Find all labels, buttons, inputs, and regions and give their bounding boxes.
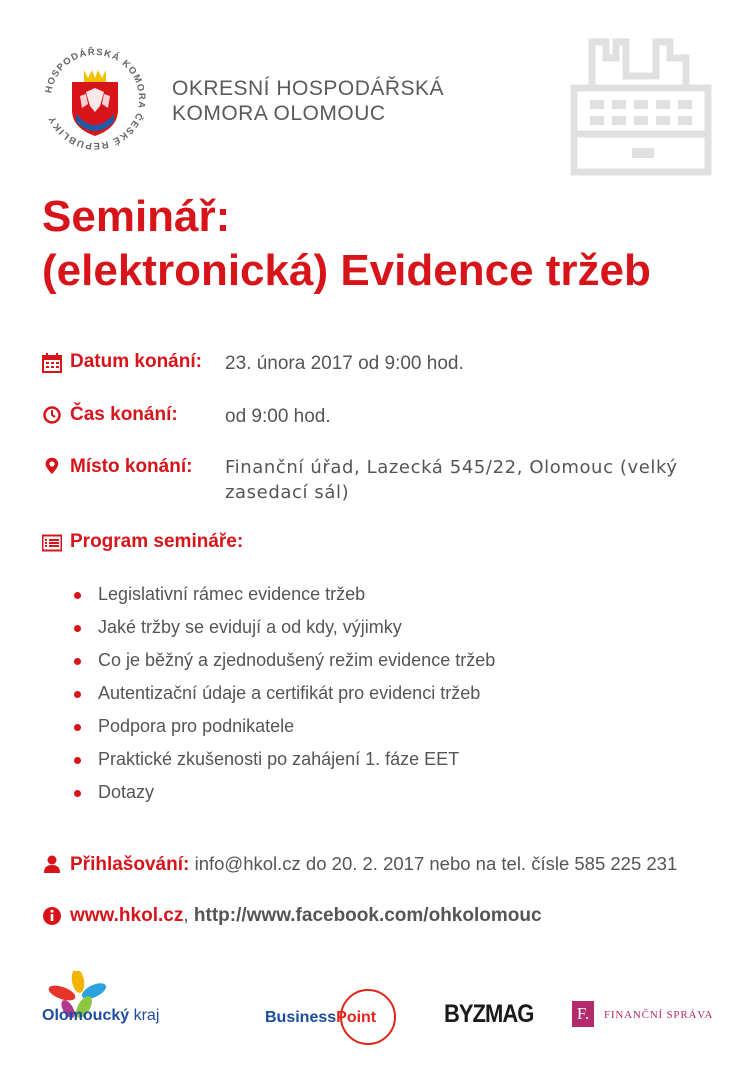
byzmag-logo (444, 965, 534, 1045)
registration-label: Přihlašování: (70, 854, 190, 875)
list-item-text: Legislativní rámec evidence tržeb (98, 584, 366, 604)
program-list (70, 578, 495, 809)
fs-text: FINANČNÍ SPRÁVA (604, 1009, 714, 1021)
list-item (70, 710, 495, 743)
list-item (70, 677, 495, 710)
fs-letter: F. (572, 1001, 594, 1027)
map-marker-icon (42, 456, 62, 481)
place-value (225, 455, 678, 505)
business-text: Business (265, 1009, 337, 1026)
list-item-text: Praktické zkušenosti po zahájení 1. fáze EET (98, 749, 460, 769)
list-item (70, 578, 495, 611)
business-point-logo (262, 965, 397, 1045)
list-item-text: Podpora pro podnikatele (98, 716, 295, 736)
user-icon (42, 854, 62, 879)
website-link[interactable]: www.hkol.cz (70, 905, 184, 926)
registration-line (70, 853, 677, 876)
org-name (172, 76, 444, 126)
org-name-line2: KOMORA OLOMOUC (172, 102, 386, 125)
cash-register-icon (566, 28, 714, 176)
clock-icon (42, 405, 62, 430)
byzmag-text: BYZMAG (444, 999, 534, 1028)
date-value: 23. února 2017 od 9:00 hod. (225, 353, 464, 374)
bullet-icon (74, 757, 81, 764)
olomoucky-bold: Olomoucký (42, 1007, 130, 1024)
chamber-logo (36, 40, 154, 158)
calendar-icon (42, 353, 62, 378)
list-item-text: Dotazy (98, 782, 155, 802)
bullet-icon (74, 592, 81, 599)
list-item-text: Autentizační údaje a certifikát pro evidenci tržeb (98, 683, 481, 703)
info-icon (42, 906, 62, 931)
financni-sprava-logo (572, 965, 717, 1045)
list-icon (42, 533, 62, 558)
point-text: Point (336, 1009, 377, 1026)
list-item (70, 611, 495, 644)
place-label: Místo konání: (70, 456, 193, 477)
list-item (70, 743, 495, 776)
seal-text: HOSPODÁŘSKÁ KOMORA ČESKÉ REPUBLIKY (43, 46, 148, 152)
olomoucky-thin: kraj (133, 1007, 160, 1024)
list-item-text: Jaké tržby se evidují a od kdy, výjimky (98, 617, 402, 637)
program-heading: Program semináře: (70, 531, 244, 552)
title-line2: (elektronická) Evidence tržeb (42, 246, 651, 295)
page-title (42, 190, 651, 298)
registration-value[interactable]: info@hkol.cz do 20. 2. 2017 nebo na tel. čísle 585 225 231 (194, 853, 678, 874)
date-label: Datum konání: (70, 351, 202, 372)
time-value: od 9:00 hod. (225, 406, 331, 427)
place-value-line1: Finanční úřad, Lazecká 545/22, Olomouc (velký (225, 457, 678, 478)
place-value-line2: zasedací sál) (225, 482, 350, 503)
links-line (70, 905, 542, 927)
bullet-icon (74, 790, 81, 797)
title-line1: Seminář: (42, 192, 231, 241)
org-name-line1: OKRESNÍ HOSPODÁŘSKÁ (172, 77, 445, 100)
bullet-icon (74, 691, 81, 698)
link-separator: , (183, 905, 189, 926)
bullet-icon (74, 724, 81, 731)
bullet-icon (74, 625, 81, 632)
facebook-link[interactable]: http://www.facebook.com/ohkolomouc (193, 905, 542, 926)
bullet-icon (74, 658, 81, 665)
list-item-text: Co je běžný a zjednodušený režim evidence tržeb (98, 650, 496, 670)
list-item (70, 776, 495, 809)
olomoucky-kraj-logo (40, 965, 220, 1045)
time-label: Čas konání: (70, 404, 178, 425)
list-item (70, 644, 495, 677)
